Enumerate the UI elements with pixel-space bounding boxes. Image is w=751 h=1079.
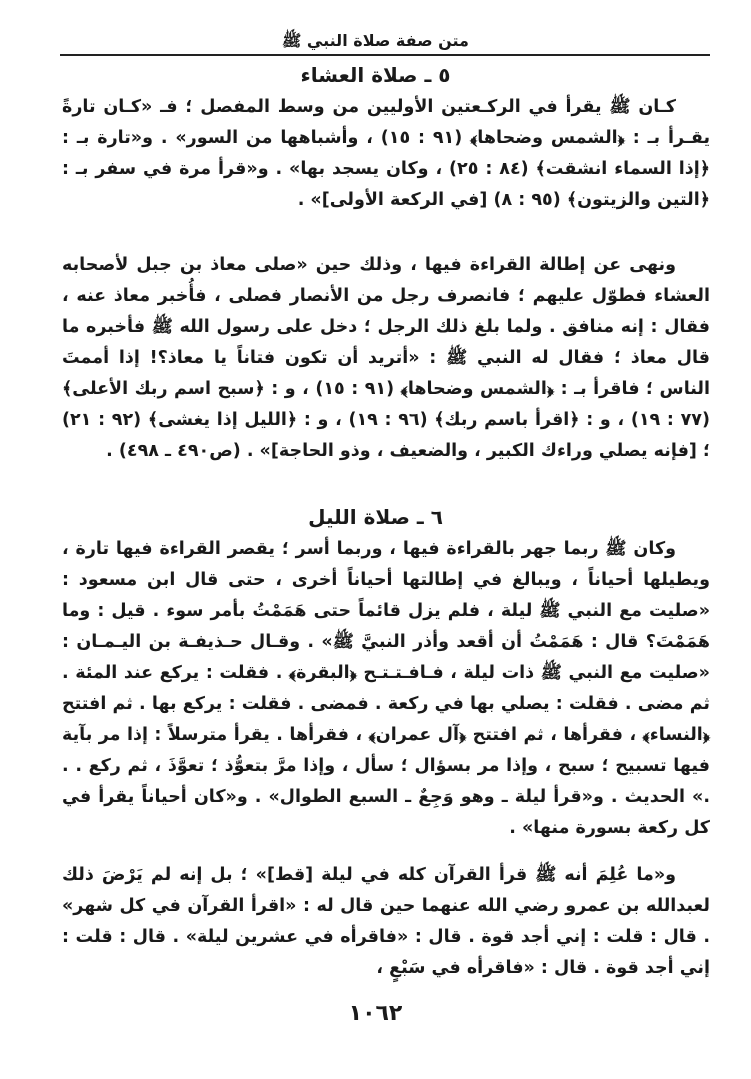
- section-heading-isha: ٥ ـ صلاة العشاء: [300, 63, 451, 87]
- paragraph-night-1: وكان ﷺ ربما جهر بالقراءة فيها ، وربما أسر ؛ يقصر القراءة فيها تارة ، ويطيلها أحياناً ، ويبالغ في إطالتها أحياناً أخرى ، حتى قال ابن مسعود : «صليت مع النبي ﷺ ليلة ، فلم يزل قائماً حتى هَمَمْتُ بأمر سوء . قيل : وما هَمَمْتَ؟ قال : هَمَمْتُ أن أقعد وأذر النبيَّ ﷺ» . وقـال حـذيفـة بن اليـمـان : «صليت مع النبي ﷺ ذات ليلة ، فـافـتـتـح ﴿البقرة﴾ . فقلت : يركع عند المئة . ثم مضى . فقلت : يصلي بها في ركعة . فمضى . فقلت : يركع بها . ثم افتتح ﴿النساء﴾ ، فقرأها ، ثم افتتح ﴿آل عمران﴾ ، فقرأها . يقرأ مترسلاً : إذا مر بآية فيها تسبيح ؛ سبح ، وإذا مر بسؤال ؛ سأل ، وإذا مرَّ بتعوُّذ ؛ تعوَّذَ ، ثم ركع . . .» الحديث . و«قرأ ليلة ـ وهو وَجِعٌ ـ السبع الطوال» . و«كان أحياناً يقرأ في كل ركعة بسورة منها» .: [62, 539, 710, 838]
- section-heading-night-prayer: ٦ ـ صلاة الليل: [308, 505, 443, 529]
- paragraph-night-2: و«ما عُلِمَ أنه ﷺ قرأ القرآن كله في ليلة [قط]» ؛ بل إنه لم يَرْضَ ذلك لعبدالله بن عمرو رضي الله عنهما حين قال له : «اقرأ القرآن في كل شهر» . قال : قلت : إني أجد قوة . قال : «فاقرأه في عشرين ليلة» . قال : قلت : إني أجد قوة . قال : «فاقرأه في سَبْعٍ ،: [62, 865, 710, 978]
- header-rule: [60, 54, 710, 56]
- running-header: متن صفة صلاة النبي ﷺ: [282, 31, 469, 50]
- paragraph-isha-2: ونهى عن إطالة القراءة فيها ، وذلك حين «صلى معاذ بن جبل لأصحابه العشاء فطوّل عليهم ؛ فانصرف رجل من الأنصار فصلى ، فأُخبر معاذ عنه ، فقال : إنه منافق . ولما بلغ ذلك الرجل ؛ دخل على رسول الله ﷺ فأخبره ما قال معاذ ؛ فقال له النبي ﷺ : «أتريد أن تكون فتاناً يا معاذ؟! إذا أممتَ الناس ؛ فاقرأ بـ : ﴿الشمس وضحاها﴾ (٩١ : ١٥) ، و : ﴿سبح اسم ربك الأعلى﴾ (٧٧ : ١٩) ، و : ﴿اقرأ باسم ربك﴾ (٩٦ : ١٩) ، و : ﴿الليل إذا يغشى﴾ (٩٢ : ٢١) ؛ [فإنه يصلي وراءك الكبير ، والضعيف ، وذو الحاجة]» . (ص٤٩٠ ـ ٤٩٨) .: [62, 255, 710, 461]
- paragraph-isha-1: كـان ﷺ يقرأ في الركـعتين الأوليين من وسط المفصل ؛ فـ «كـان تارةً يقـرأ بـ : ﴿الشمس وضحاها﴾ (٩١ : ١٥) ، وأشباهها من السور» . و«تارة بـ : ﴿إذا السماء انشقت﴾ (٨٤ : ٢٥) ، وكان يسجد بها» . و«قرأ مرة في سفر بـ : ﴿التين والزيتون﴾ (٩٥ : ٨) [في الركعة الأولى]» .: [62, 97, 711, 210]
- page-number: ١٠٦٢: [348, 1001, 403, 1026]
